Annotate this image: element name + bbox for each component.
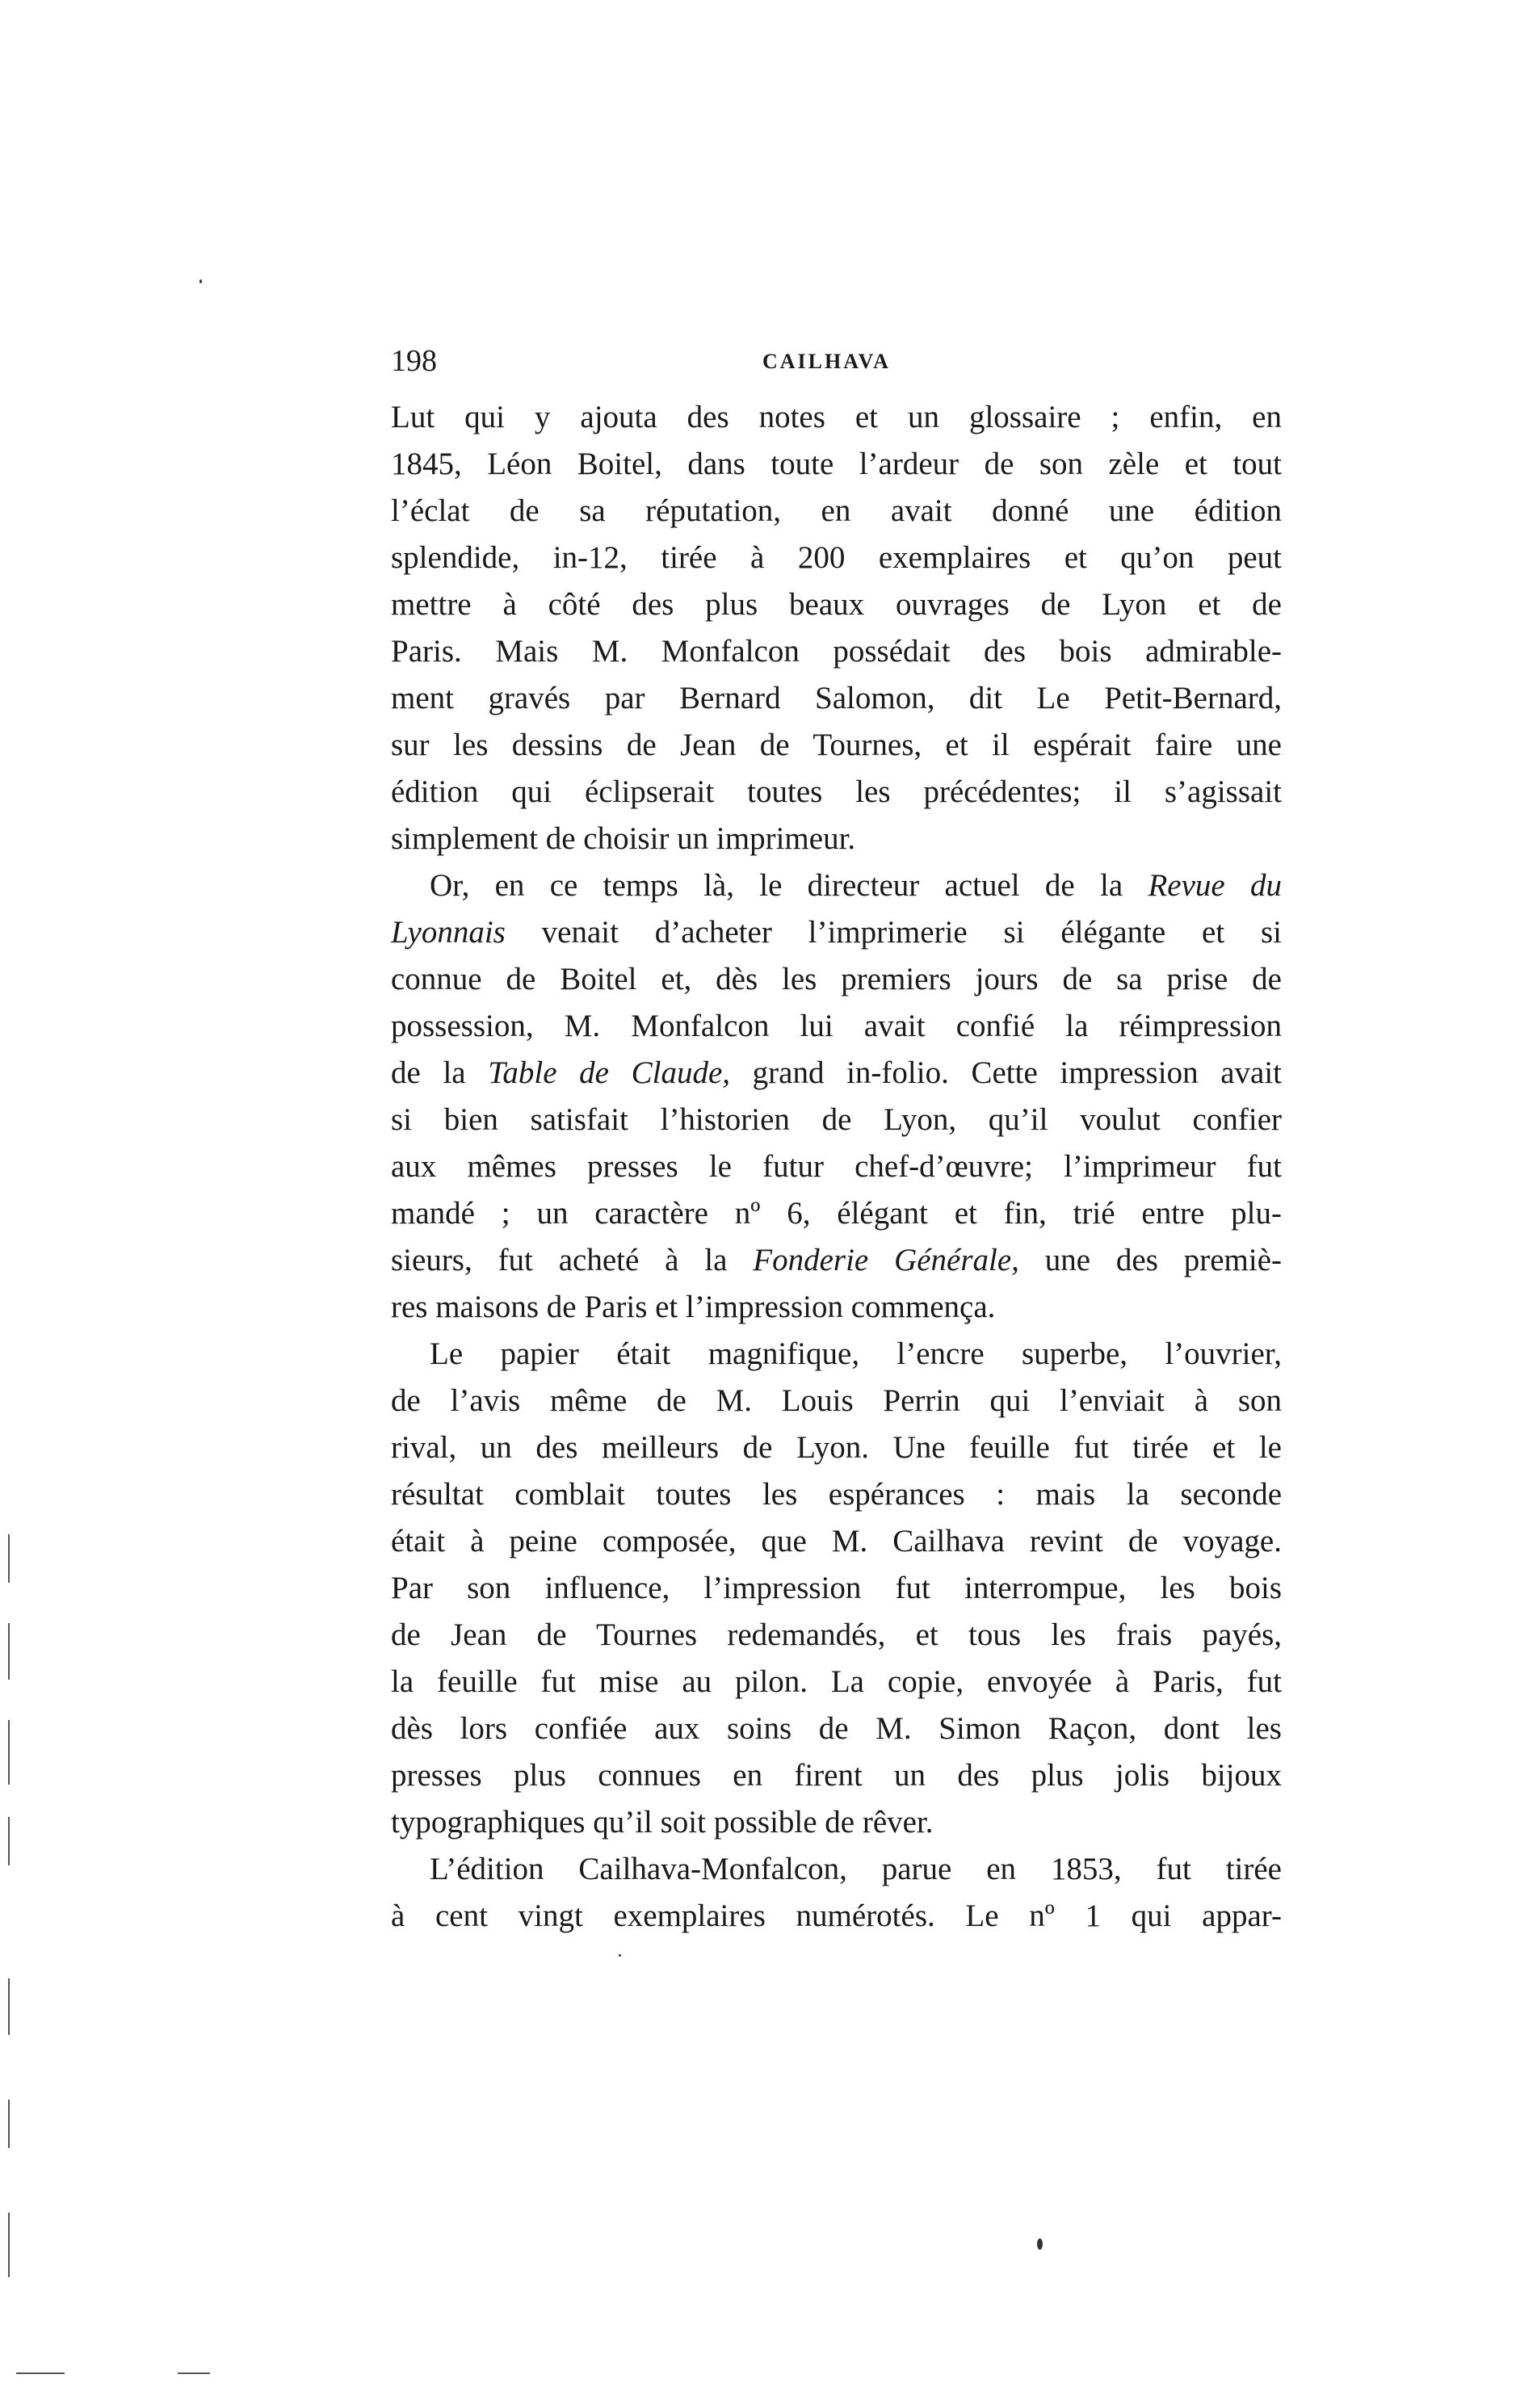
body-text — [391, 394, 1282, 1940]
text-line: résultat comblait toutes les espérances : mais la seconde — [391, 1477, 1282, 1512]
text-line — [391, 1237, 1282, 1284]
text-line: connue de Boitel et, dès les premiers jours de sa prise de — [391, 962, 1282, 996]
text-line: dès lors confiée aux soins de M. Simon Raçon, dont les — [391, 1711, 1282, 1746]
text-line: Par son influence, l’impression fut interrompue, les bois — [391, 1571, 1282, 1605]
running-head — [391, 345, 1282, 377]
text-line: Le papier était magnifique, l’encre superbe, l’ouvrier, — [430, 1336, 1282, 1371]
text-line: mandé ; un caractère nº 6, élégant et fin, trié entre plu- — [391, 1196, 1282, 1231]
text-line: aux mêmes presses le futur chef-d’œuvre; l’imprimeur fut — [391, 1149, 1282, 1184]
text-run: de la — [391, 1055, 466, 1090]
text-line: typographiques qu’il soit possible de rêver. — [391, 1805, 934, 1840]
italic-title: Table de Claude, — [488, 1055, 731, 1090]
text-line: était à peine composée, que M. Cailhava revint de voyage. — [391, 1524, 1282, 1558]
italic-title: Fonderie Générale, — [753, 1243, 1019, 1277]
scan-margin-mark — [8, 2100, 10, 2148]
ink-speck — [1037, 2238, 1043, 2250]
text-line: presses plus connues en firent un des plus jolis bijoux — [391, 1758, 1282, 1793]
italic-title: Lyonnais — [391, 915, 506, 950]
text-line: simplement de choisir un imprimeur. — [391, 821, 856, 856]
text-line: Lut qui y ajouta des notes et un glossaire ; enfin, en — [391, 400, 1282, 434]
scan-margin-mark — [8, 2213, 10, 2277]
scan-margin-mark — [8, 1978, 10, 2035]
scan-bottom-mark — [16, 2372, 65, 2374]
text-run: Or, en ce temps là, le directeur actuel de la — [430, 868, 1123, 903]
text-line: Paris. Mais M. Monfalcon possédait des bois admirable- — [391, 634, 1282, 669]
text-run: venait d’acheter l’imprimerie si élégante et si — [541, 915, 1282, 950]
text-line: à cent vingt exemplaires numérotés. Le nº 1 qui appar- — [391, 1898, 1282, 1933]
text-line: l’éclat de sa réputation, en avait donné une édition — [391, 493, 1282, 528]
text-line — [391, 909, 1282, 956]
text-line: res maisons de Paris et l’impression commença. — [391, 1290, 996, 1324]
text-line: ment gravés par Bernard Salomon, dit Le Petit-Bernard, — [391, 681, 1282, 715]
page-number: 198 — [391, 344, 437, 378]
scan-margin-mark — [8, 1623, 10, 1680]
text-line: 1845, Léon Boitel, dans toute l’ardeur de son zèle et tout — [391, 447, 1282, 481]
text-line: la feuille fut mise au pilon. La copie, envoyée à Paris, fut — [391, 1664, 1282, 1699]
text-run: grand in-folio. Cette impression avait — [752, 1055, 1282, 1090]
ink-speck — [619, 1954, 621, 1957]
text-line: de Jean de Tournes redemandés, et tous les frais payés, — [391, 1617, 1282, 1652]
text-line: possession, M. Monfalcon lui avait confié la réimpression — [391, 1009, 1282, 1043]
text-line: sur les dessins de Jean de Tournes, et il espérait faire une — [391, 728, 1282, 762]
text-run: une des premiè- — [1044, 1243, 1283, 1277]
text-line: de l’avis même de M. Louis Perrin qui l’enviait à son — [391, 1383, 1282, 1418]
scan-bottom-mark — [178, 2372, 210, 2374]
scan-margin-mark — [8, 1817, 10, 1865]
text-run: sieurs, fut acheté à la — [391, 1243, 728, 1277]
text-line: rival, un des meilleurs de Lyon. Une feuille fut tirée et le — [391, 1430, 1282, 1465]
text-line: L’édition Cailhava-Monfalcon, parue en 1853, fut tirée — [430, 1852, 1282, 1886]
text-line: splendide, in-12, tirée à 200 exemplaires et qu’on peut — [391, 540, 1282, 575]
scan-margin-mark — [8, 1720, 10, 1785]
scan-margin-mark — [8, 1534, 10, 1583]
italic-title: Revue du — [1148, 868, 1283, 903]
running-title: CAILHAVA — [762, 350, 891, 373]
text-line — [391, 862, 1282, 909]
text-line — [391, 1050, 1282, 1097]
text-line: mettre à côté des plus beaux ouvrages de Lyon et de — [391, 587, 1282, 622]
ink-speck — [199, 279, 202, 283]
text-line: édition qui éclipserait toutes les précédentes; il s’agissait — [391, 774, 1282, 809]
text-line: si bien satisfait l’historien de Lyon, qu’il voulut confier — [391, 1102, 1282, 1137]
